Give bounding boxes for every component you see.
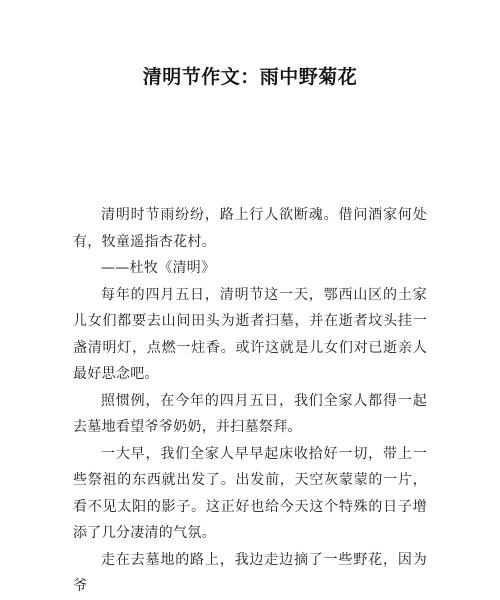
poem-attribution: ——杜牧《清明》 xyxy=(101,260,216,276)
poem-paragraph: 清明时节雨纷纷，路上行人欲断魂。借问酒家何处有，牧童遥指杏花村。 xyxy=(73,207,427,250)
article-title: 清明节作文：雨中野菊花 xyxy=(142,66,358,88)
body-paragraph: 照惯例，在今年的四月五日，我们全家人都得一起去墓地看望爷爷奶奶，并扫墓祭拜。 xyxy=(73,392,427,435)
body-paragraph: 走在去墓地的路上，我边走边摘了一些野花，因为爷 xyxy=(73,551,427,594)
article-body xyxy=(73,202,427,600)
body-paragraph: 每年的四月五日，清明节这一天，鄂西山区的土家儿女们都要去山间田头为逝者扫墓，并在逝者坟头挂一盏清明灯，点燃一炷香。或许这就是儿女们对已逝亲人最好思念吧。 xyxy=(73,286,427,382)
body-paragraph: 一大早，我们全家人早早起床收拾好一切，带上一些祭祖的东西就出发了。出发前，天空灰蒙蒙的一片，看不见太阳的影子。这正好也给今天这个特殊的日子增添了几分凄清的气氛。 xyxy=(73,445,427,541)
